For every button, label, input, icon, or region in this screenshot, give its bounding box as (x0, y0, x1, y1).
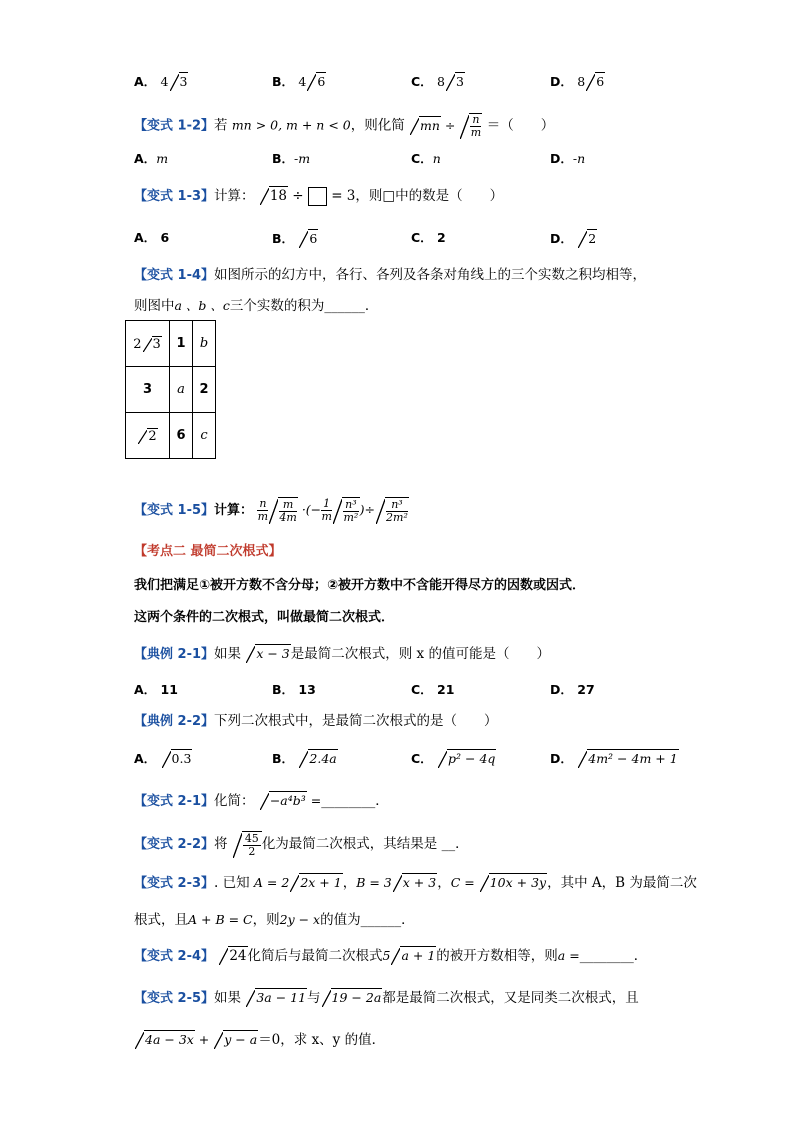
cell: 2 3 (126, 321, 170, 367)
option-a: A． 6 (134, 230, 170, 245)
option-a: A． 4 3 (134, 74, 188, 89)
question-label: 【变式 1-5】 (134, 503, 215, 518)
question-label: 【变式 2-1】 (134, 794, 215, 809)
question-label: 【变式 2-2】 (134, 837, 215, 852)
question-label: 【变式 2-4】 (134, 949, 215, 964)
cell: 2 (193, 367, 216, 413)
cell: c (193, 413, 216, 459)
condition: mn > 0, m + n < 0 (231, 117, 351, 133)
option-c: C． 8 3 (411, 74, 464, 89)
question-v12: 【变式 1-2】若 mn > 0, m + n < 0，则化简 mn ÷ $\frac{n}{m}$ ＝（ ） (134, 113, 555, 139)
question-v21: 【变式 2-1】化简： −a⁴b³ =________． (134, 793, 389, 809)
option-c: C． 2 (411, 230, 446, 245)
question-v24: 【变式 2-4】 24化简后与最简二次根式5 a + 1的被开方数相等，则a =________． (134, 948, 648, 964)
option-b: B．-m (272, 151, 311, 166)
definition-line1: 我们把满足①被开方数不含分母；②被开方数中不含能开得尽方的因数或因式． (134, 578, 586, 593)
cell: a (170, 367, 193, 413)
option-d: D． 4m² − 4m + 1 (550, 751, 678, 766)
option-d: D． 27 (550, 682, 595, 697)
option-a: A．m (134, 151, 169, 166)
question-label: 【变式 1-4】 (134, 268, 215, 283)
question-label: 【典例 2-1】 (134, 647, 215, 662)
question-v23-line2: 根式，且A + B = C，则2y − x的值为______． (134, 912, 415, 928)
question-v22: 【变式 2-2】将 $\frac{45}{2}$ 化为最简二次根式，其结果是 __． (134, 832, 469, 858)
question-label: 【变式 1-3】 (134, 189, 215, 204)
question-v15: 【变式 1-5】计算： $\frac{n}{m}$ $\frac{m}{4m}$ ·(− $\frac{1}{m}$ $\frac{\text{n³}}{\text{m²}}$ )÷ $\frac{\text{n³}}{\text{2m²}}$ (134, 497, 408, 524)
option-d: D．-n (550, 151, 586, 166)
question-d21: 【典例 2-1】如果 x − 3是最简二次根式，则 x 的值可能是（ ） (134, 646, 550, 662)
option-c: C． p² − 4q (411, 751, 496, 766)
option-a: A． 0.3 (134, 751, 192, 766)
cell: 3 (126, 367, 170, 413)
question-label: 【典例 2-2】 (134, 714, 215, 729)
question-v25-line2: 4a − 3x + y − a＝0，求 x、y 的值． (134, 1030, 385, 1049)
question-label: 【变式 1-2】 (134, 118, 215, 134)
cell: 6 (170, 413, 193, 459)
cell: 2 (126, 413, 170, 459)
option-c: C． 21 (411, 682, 455, 697)
question-v23: 【变式 2-3】. 已知 A = 2 2x + 1，B = 3 x + 3，C = 10x + 3y，其中 A，B 为最简二次 (134, 875, 697, 891)
question-label: 【变式 2-5】 (134, 991, 215, 1006)
cell: 1 (170, 321, 193, 367)
definition-line2: 这两个条件的二次根式，叫做最简二次根式． (134, 610, 395, 625)
option-d: D． 8 6 (550, 74, 605, 89)
option-b: B． 2.4a (272, 751, 337, 766)
option-a: A． 11 (134, 682, 178, 697)
cell: b (193, 321, 216, 367)
option-c: C．n (411, 151, 441, 166)
option-d: D． 2 (550, 231, 597, 246)
option-b: B． 13 (272, 682, 316, 697)
question-v13: 【变式 1-3】计算： 18 ÷ = 3，则□中的数是（ ） (134, 188, 504, 204)
option-b: B． 6 (272, 231, 318, 246)
question-v14-line2: 则图中a 、b 、c三个实数的积为______． (134, 298, 379, 314)
blank-box (308, 187, 327, 206)
option-b: B． 4 6 (272, 74, 326, 89)
section-title: 【考点二 最简二次根式】 (134, 544, 282, 559)
magic-square (125, 320, 216, 459)
question-label: 【变式 2-3】 (134, 876, 215, 891)
question-d22: 【典例 2-2】下列二次根式中，是最简二次根式的是（ ） (134, 713, 498, 729)
question-v14: 【变式 1-4】如图所示的幻方中，各行、各列及各条对角线上的三个实数之积均相等， (134, 267, 647, 283)
question-v25: 【变式 2-5】如果 3a − 11与 19 − 2a都是最简二次根式，又是同类二次根式，且 (134, 990, 639, 1006)
